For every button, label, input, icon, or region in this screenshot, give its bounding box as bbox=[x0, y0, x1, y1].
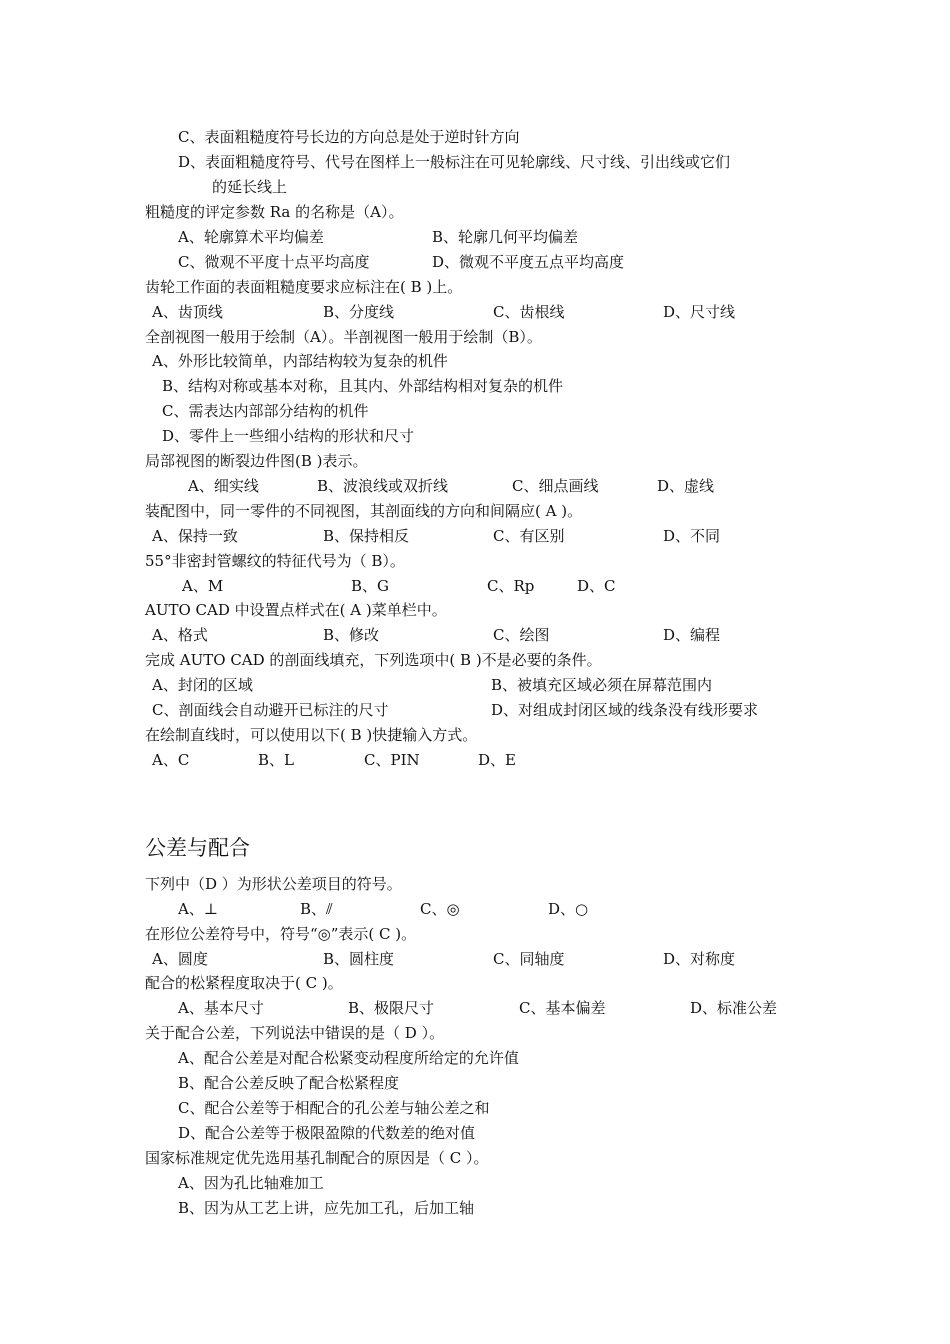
option-line: B、配合公差反映了配合松紧程度 bbox=[178, 1074, 400, 1092]
option-line: D、虚线 bbox=[657, 477, 715, 495]
option-line: A、封闭的区域 bbox=[152, 676, 253, 694]
option-line: A、因为孔比轴难加工 bbox=[178, 1174, 324, 1192]
option-line: D、编程 bbox=[663, 626, 721, 644]
question-line: 55°非密封管螺纹的特征代号为（ B）。 bbox=[145, 552, 405, 570]
option-line: B、因为从工艺上讲，应先加工孔，后加工轴 bbox=[178, 1199, 475, 1217]
question-line: 粗糙度的评定参数 Ra 的名称是（A）。 bbox=[145, 203, 404, 221]
question-line: 在绘制直线时，可以使用以下( B )快捷输入方式。 bbox=[145, 726, 478, 744]
option-line: D、对组成封闭区域的线条没有线形要求 bbox=[491, 701, 759, 719]
option-line: A、⊥ bbox=[178, 900, 218, 918]
option-line: C、配合公差等于相配合的孔公差与轴公差之和 bbox=[178, 1099, 490, 1117]
question-line: 下列中（D ）为形状公差项目的符号。 bbox=[145, 875, 402, 893]
option-line: A、保持一致 bbox=[152, 527, 238, 545]
question-line: 关于配合公差，下列说法中错误的是（ D ）。 bbox=[145, 1024, 445, 1042]
question-line: AUTO CAD 中设置点样式在( A )菜单栏中。 bbox=[145, 601, 447, 619]
option-line: B、L bbox=[258, 751, 294, 769]
option-line: B、分度线 bbox=[323, 303, 395, 321]
question-line: 齿轮工作面的表面粗糙度要求应标注在( B )上。 bbox=[145, 278, 463, 296]
option-line: A、圆度 bbox=[152, 950, 208, 968]
question-line: 配合的松紧程度取决于( C )。 bbox=[145, 974, 343, 992]
option-line: D、C bbox=[577, 577, 616, 595]
option-line: C、PIN bbox=[364, 751, 420, 769]
option-line: B、轮廓几何平均偏差 bbox=[432, 228, 579, 246]
option-line: B、被填充区域必须在屏幕范围内 bbox=[491, 676, 713, 694]
option-line: A、细实线 bbox=[188, 477, 259, 495]
option-line: C、◎ bbox=[420, 900, 460, 918]
question-line: 国家标准规定优先选用基孔制配合的原因是（ C ）。 bbox=[145, 1149, 489, 1167]
option-line: C、同轴度 bbox=[493, 950, 565, 968]
option-line: B、结构对称或基本对称，且其内、外部结构相对复杂的机件 bbox=[162, 377, 564, 395]
option-line: D、表面粗糙度符号、代号在图样上一般标注在可见轮廓线、尺寸线、引出线或它们 bbox=[178, 153, 731, 171]
option-line: C、Rp bbox=[487, 577, 535, 595]
option-line: D、标准公差 bbox=[690, 999, 778, 1017]
option-line: B、G bbox=[351, 577, 390, 595]
option-line: A、M bbox=[182, 577, 224, 595]
option-line: D、尺寸线 bbox=[663, 303, 736, 321]
option-line: B、修改 bbox=[323, 626, 380, 644]
question-line: 局部视图的断裂边件图(B )表示。 bbox=[145, 452, 368, 470]
option-line: A、C bbox=[152, 751, 190, 769]
option-line: D、微观不平度五点平均高度 bbox=[432, 253, 625, 271]
section-heading: 公差与配合 bbox=[145, 836, 250, 860]
option-line: D、E bbox=[478, 751, 516, 769]
option-line: C、绘图 bbox=[493, 626, 550, 644]
option-line: A、齿顶线 bbox=[152, 303, 223, 321]
question-line: 全剖视图一般用于绘制（A）。半剖视图一般用于绘制（B）。 bbox=[145, 328, 542, 346]
question-line: 完成 AUTO CAD 的剖面线填充，下列选项中( B )不是必要的条件。 bbox=[145, 651, 602, 669]
option-line: D、对称度 bbox=[663, 950, 736, 968]
option-line: B、⫽ bbox=[300, 900, 333, 918]
option-line: D、配合公差等于极限盈隙的代数差的绝对值 bbox=[178, 1124, 476, 1142]
option-line: C、有区别 bbox=[493, 527, 565, 545]
option-line: B、极限尺寸 bbox=[348, 999, 435, 1017]
question-line: 在形位公差符号中，符号“◎”表示( C )。 bbox=[145, 925, 417, 943]
option-line: A、外形比较简单，内部结构较为复杂的机件 bbox=[152, 352, 448, 370]
option-line: D、不同 bbox=[663, 527, 721, 545]
option-line: C、表面粗糙度符号长边的方向总是处于逆时针方向 bbox=[178, 128, 520, 146]
option-line: A、轮廓算术平均偏差 bbox=[178, 228, 324, 246]
option-line: A、基本尺寸 bbox=[178, 999, 264, 1017]
option-line: A、配合公差是对配合松紧变动程度所给定的允许值 bbox=[178, 1049, 519, 1067]
option-line: C、需表达内部部分结构的机件 bbox=[162, 402, 369, 420]
option-line: C、微观不平度十点平均高度 bbox=[178, 253, 370, 271]
option-line: B、圆柱度 bbox=[323, 950, 395, 968]
option-line: C、基本偏差 bbox=[519, 999, 606, 1017]
option-line: 的延长线上 bbox=[212, 178, 288, 196]
option-line: A、格式 bbox=[152, 626, 208, 644]
option-line: D、零件上一些细小结构的形状和尺寸 bbox=[162, 427, 415, 445]
option-line: D、○ bbox=[548, 900, 589, 918]
question-line: 装配图中，同一零件的不同视图，其剖面线的方向和间隔应( A )。 bbox=[145, 502, 583, 520]
option-line: C、细点画线 bbox=[512, 477, 599, 495]
option-line: C、剖面线会自动避开已标注的尺寸 bbox=[152, 701, 389, 719]
option-line: B、波浪线或双折线 bbox=[317, 477, 449, 495]
option-line: B、保持相反 bbox=[323, 527, 410, 545]
option-line: C、齿根线 bbox=[493, 303, 565, 321]
